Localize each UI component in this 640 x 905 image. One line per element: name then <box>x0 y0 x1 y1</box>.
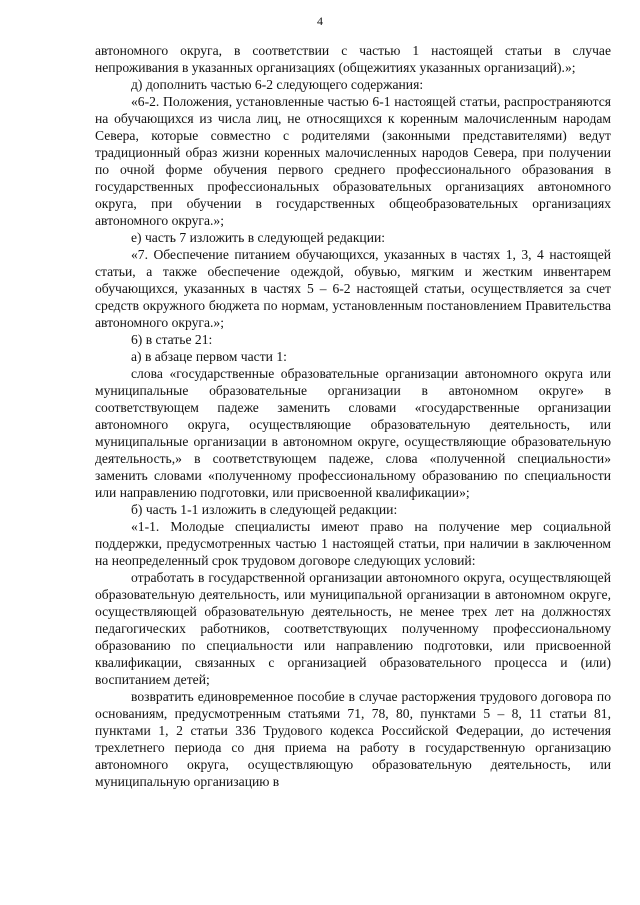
page-number: 4 <box>317 14 323 28</box>
paragraph-words-replacement: слова «государственные образовательные организации автономного округа или муниципальные образовательные организации в автономном округе» в соответствующем падеже заменить словами «государственные организации автономного округа, осуществляющие образовательную деятельность, или муниципальные организации в автономном округе, осуществляющие образовательную деятельность,» в соответствующем падеже, слова «полученной специальности» заменить словами «полученному профессиональному образованию по специальности или направлению подготовки, или присвоенной квалификации»; <box>95 366 611 500</box>
paragraph-continuation: автономного округа, в соответствии с частью 1 настоящей статьи в случае непроживания в указанных организациях (общежитиях указанных организаций).»; <box>95 43 611 75</box>
paragraph-item-b: б) часть 1-1 изложить в следующей редакции: <box>131 502 398 517</box>
paragraph-item-6: 6) в статье 21: <box>131 332 213 347</box>
paragraph-condition-refund: возвратить единовременное пособие в случае расторжения трудового договора по основаниям, предусмотренным статьями 71, 78, 80, пунктами 5 – 8, 11 статьи 81, пунктами 1, 2 статьи 336 Трудового кодекса Российской Федерации, до истечения трехлетнего периода со дня приема на работу в государственную организацию автономного округа, осуществляющую образовательную деятельность, или муниципальную организацию в <box>95 689 611 789</box>
paragraph-part-1-1: «1-1. Молодые специалисты имеют право на получение мер социальной поддержки, предусмотренных частью 1 настоящей статьи, при наличии в заключенном на неопределенный срок трудовом договоре следующих условий: <box>95 519 611 568</box>
paragraph-condition-work: отработать в государственной организации автономного округа, осуществляющей образовательную деятельность, или муниципальной организации в автономном округе, осуществляющей образовательную деятельность, не менее трех лет на должностях педагогических работников, соответствующих полученному профессиональному образованию по специальности или направлению подготовки, или присвоенной квалификации, связанных с организацией образовательного процесса и (или) воспитанием детей; <box>95 570 611 687</box>
paragraph-part-7: «7. Обеспечение питанием обучающихся, указанных в частях 1, 3, 4 настоящей статьи, а также обеспечение одеждой, обувью, мягким и жестким инвентарем обучающихся, указанных в частях 5 – 6-2 настоящей статьи, осуществляется за счет средств окружного бюджета по нормам, установленным постановлением Правительства автономного округа.»; <box>95 247 611 330</box>
paragraph-part-6-2: «6-2. Положения, установленные частью 6-1 настоящей статьи, распространяются на обучающихся из числа лиц, не относящихся к коренным малочисленным народам Севера, которые совместно с родителями (законными представителями) ведут традиционный образ жизни коренных малочисленных народов Севера, при получении по очной форме обучения первого среднего профессионального образования в государственных профессиональных образовательных организациях автономного округа, при обучении в государственных общеобразовательных организациях автономного округа.»; <box>95 94 611 228</box>
paragraph-item-d: д) дополнить частью 6-2 следующего содержания: <box>131 77 424 92</box>
paragraph-item-e: е) часть 7 изложить в следующей редакции: <box>131 230 386 245</box>
document-body <box>95 42 611 790</box>
paragraph-item-a: а) в абзаце первом части 1: <box>131 349 287 364</box>
